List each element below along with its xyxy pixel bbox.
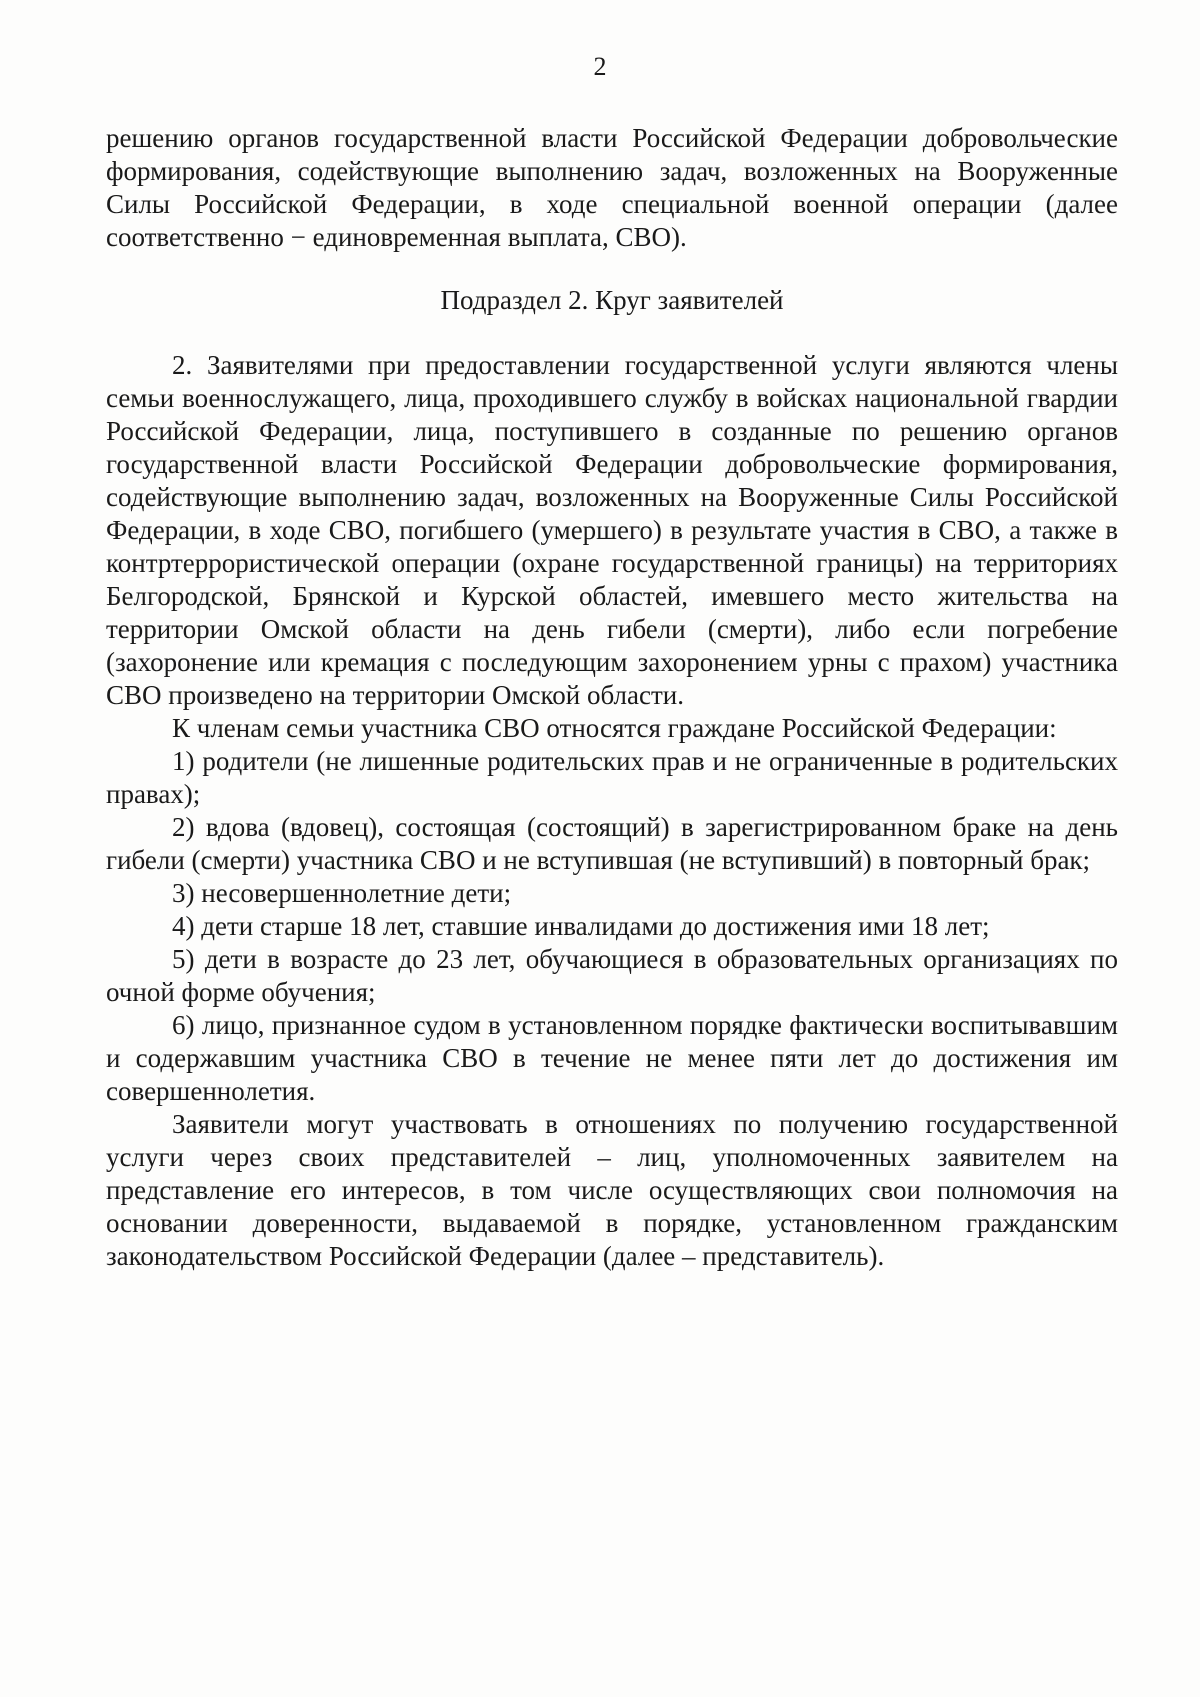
paragraph-representatives: Заявители могут участвовать в отношениях по получению государственной услуги через своих представителей – лиц, уполномоченных заявителем на представление его интересов, в том числе осуществляющих свои полномочия на основании доверенности, выдаваемой в порядке, установленном гражданским законодательством Российской Федерации (далее – представитель).: [106, 1109, 1118, 1271]
paragraph-family-members: К членам семьи участника СВО относятся граждане Российской Федерации:: [172, 713, 1057, 743]
list-item-disabled-children: 4) дети старше 18 лет, ставшие инвалидами до достижения ими 18 лет;: [172, 911, 990, 941]
list-item-guardian: 6) лицо, признанное судом в установленном порядке фактически воспитывавшим и содержавшим участника СВО в течение не менее пяти лет до достижения им совершеннолетия.: [106, 1010, 1118, 1106]
document-body: [106, 122, 1118, 1273]
list-item-parents: 1) родители (не лишенные родительских прав и не ограниченные в родительских правах);: [106, 746, 1118, 809]
list-item-spouse: 2) вдова (вдовец), состоящая (состоящий) в зарегистрированном браке на день гибели (смерти) участника СВО и не вступившая (не вступивший) в повторный брак;: [106, 812, 1118, 875]
list-item-minor-children: 3) несовершеннолетние дети;: [172, 878, 512, 908]
paragraph-applicants: 2. Заявителями при предоставлении государственной услуги являются члены семьи военнослужащего, лица, проходившего службу в войсках национальной гвардии Российской Федерации, лица, поступившего в созданные по решению органов государственной власти Российской Федерации добровольческие формирования, содействующие выполнению задач, возложенных на Вооруженные Силы Российской Федерации, в ходе СВО, погибшего (умершего) в результате участия в СВО, а также в контртеррористической операции (охране государственной границы) на территориях Белгородской, Брянской и Курской областей, имевшего место жительства на территории Омской области на день гибели (смерти), либо если погребение (захоронение или кремация с последующим захоронением урны с прахом) участника СВО произведено на территории Омской области.: [106, 350, 1118, 710]
paragraph-continuation: решению органов государственной власти Российской Федерации добровольческие формирования, содействующие выполнению задач, возложенных на Вооруженные Силы Российской Федерации, в ходе специальной военной операции (далее соответственно − единовременная выплата, СВО).: [106, 123, 1118, 252]
list-item-student-children: 5) дети в возрасте до 23 лет, обучающиеся в образовательных организациях по очной форме обучения;: [106, 944, 1118, 1007]
subsection-heading: Подраздел 2. Круг заявителей: [440, 285, 784, 315]
page-number: 2: [593, 52, 607, 81]
